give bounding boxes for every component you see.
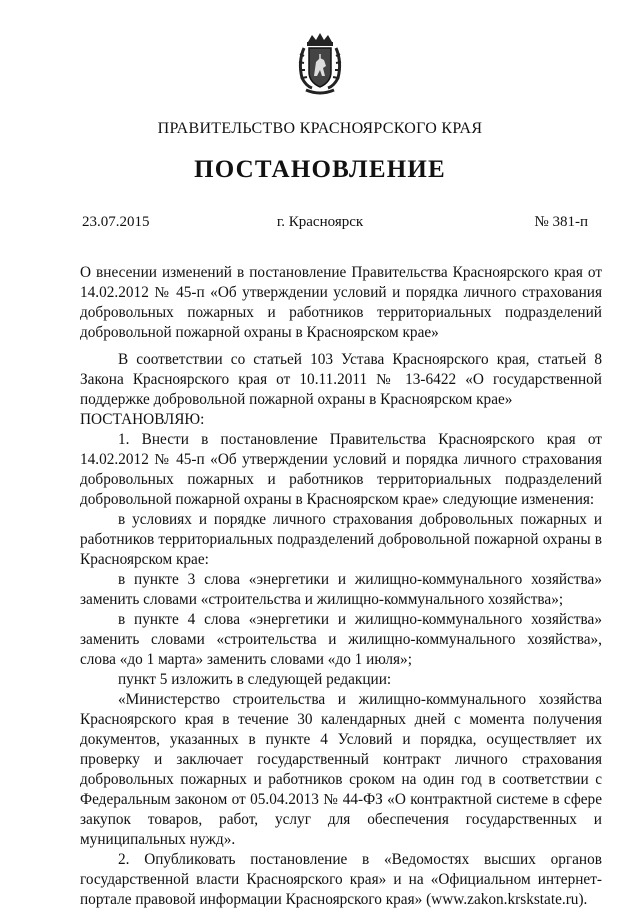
subject-text: О внесении изменений в постановление Правительства Красноярского края от 14.02.2012 № 45-п «Об утверждении условий и порядка личного страхования добровольных пожарных и работников территориальных подразделений добровольной пожарной охраны в Красноярском крае» — [80, 264, 602, 341]
document-number: № 381-п — [534, 214, 588, 230]
document-body — [80, 350, 602, 910]
document-city: г. Красноярск — [276, 214, 364, 230]
resolves-heading: ПОСТАНОВЛЯЮ: — [80, 411, 205, 428]
preamble-paragraph: В соответствии со статьей 103 Устава Красноярского края, статьей 8 Закона Красноярского края от 10.11.2011 № 13-6422 «О государственной поддержке добровольной пожарной охраны в Красноярском крае» — [80, 351, 602, 408]
document-subject — [80, 263, 602, 343]
document-type: ПОСТАНОВЛЕНИЕ — [194, 156, 446, 183]
item-2-paragraph: 2. Опубликовать постановление в «Ведомостях высших органов государственной власти Красноярского края» и на «Официальном интернет-портале правовой информации Красноярского края» (www.zakon.krskstate.ru). — [80, 851, 602, 908]
item-1-c-paragraph: в пункте 4 слова «энергетики и жилищно-коммунального хозяйства» заменить словами «строительства и жилищно-коммунального хозяйства», слова «до 1 марта» заменить словами «до 1 июля»; — [80, 611, 602, 668]
item-1-quote-paragraph: «Министерство строительства и жилищно-коммунального хозяйства Красноярского края в течение 30 календарных дней с момента получения документов, указанных в пункте 4 Условий и порядка, осуществляет их проверку и заключает государственный контракт личного страхования добровольных пожарных и работников сроком на один год в соответствии с Федеральным законом от 05.04.2013 № 44-ФЗ «О контрактной системе в сфере закупок товаров, работ, услуг для обеспечения государственных и муниципальных нужд». — [80, 691, 602, 848]
item-1-a-paragraph: в условиях и порядке личного страхования добровольных пожарных и работников территориальных подразделений добровольной пожарной охраны в Красноярском крае: — [80, 511, 602, 568]
item-1-d-paragraph: пункт 5 изложить в следующей редакции: — [118, 671, 392, 688]
authority-title: ПРАВИТЕЛЬСТВО КРАСНОЯРСКОГО КРАЯ — [157, 120, 483, 137]
item-1-paragraph: 1. Внести в постановление Правительства Красноярского края от 14.02.2012 № 45-п «Об утверждении условий и порядка личного страхования добровольных пожарных и работников территориальных подразделений добровольной пожарной охраны в Красноярском крае» следующие изменения: — [80, 431, 602, 508]
document-date: 23.07.2015 — [82, 214, 150, 230]
item-1-b-paragraph: в пункте 3 слова «энергетики и жилищно-коммунального хозяйства» заменить словами «строительства и жилищно-коммунального хозяйства»; — [80, 571, 602, 608]
coat-of-arms-icon — [296, 32, 344, 96]
